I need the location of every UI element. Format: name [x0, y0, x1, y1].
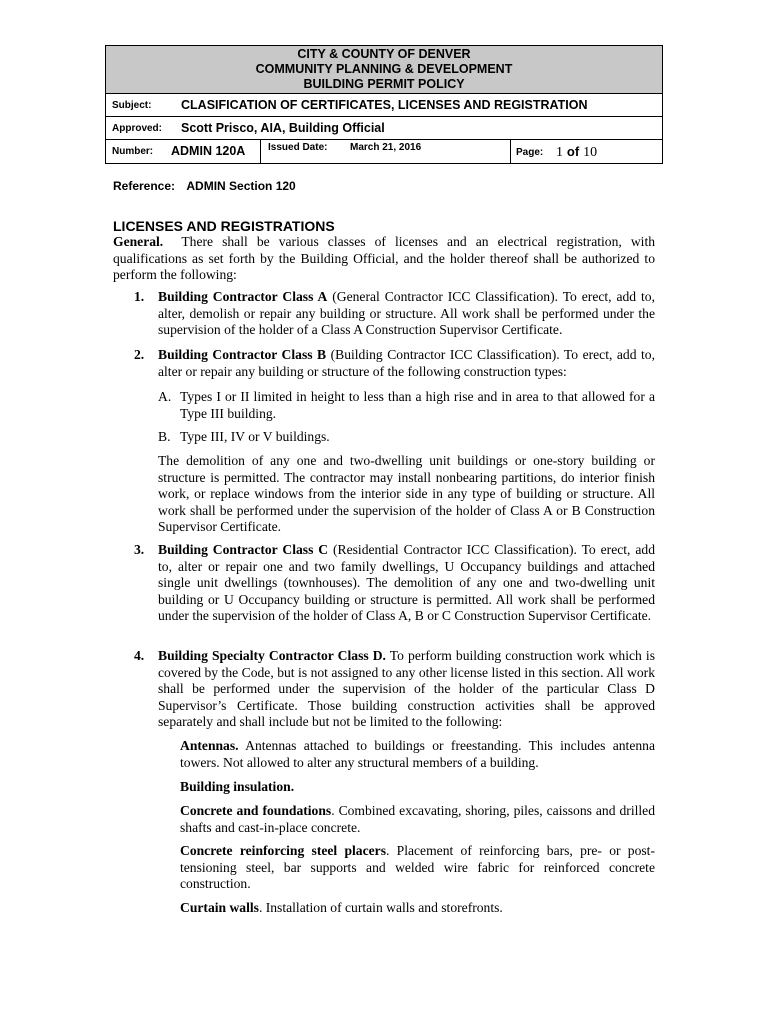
section-title: LICENSES AND REGISTRATIONS	[113, 218, 335, 234]
specialty-building-insulation	[180, 779, 655, 796]
item-1-paragraph	[158, 289, 655, 339]
number-value: ADMIN 120A	[171, 144, 246, 158]
issued-date-label: Issued Date:	[268, 142, 328, 153]
page-indicator	[556, 143, 597, 161]
item-number: 1.	[134, 289, 145, 304]
sub-letter-b: B.	[158, 429, 171, 444]
item-text: (General Contractor ICC Classification). To erect, add to, alter, demolish or repair any building or structure. All work shall be performed under the supervision of the holder of a Class A Construction Supervisor Certificate.	[158, 289, 655, 337]
specialty-title: Antennas.	[180, 738, 239, 753]
cell-divider	[260, 140, 261, 163]
specialty-reinforcing-steel	[180, 843, 655, 893]
specialty-curtain-walls	[180, 900, 655, 917]
specialty-antennas	[180, 738, 655, 771]
number-row	[106, 140, 662, 163]
subject-label: Subject:	[112, 100, 152, 111]
reference-value: ADMIN Section 120	[186, 179, 296, 193]
header-banner	[106, 46, 662, 94]
item-number: 4.	[134, 648, 145, 663]
item-4-paragraph	[158, 648, 655, 731]
approved-row	[106, 117, 662, 140]
policy-header-table	[105, 45, 663, 164]
page-current: 1	[556, 145, 563, 160]
item-title: Building Contractor Class C	[158, 542, 329, 557]
specialty-title: Concrete and foundations	[180, 803, 332, 818]
item-text: To perform building construction work which is covered by the Code, but is not assigned to any other license listed in this section. All work shall be performed under the supervision of the holder of the particular Class D Supervisor’s Certificate. Those building construction activities shall be approved separately and shall include but not be limited to the following:	[158, 648, 655, 729]
item-title: Building Contractor Class A	[158, 289, 328, 304]
item-title: Building Specialty Contractor Class D.	[158, 648, 386, 663]
approved-label: Approved:	[112, 123, 162, 134]
specialty-title: Concrete reinforcing steel placers	[180, 843, 386, 858]
item-2-note: The demolition of any one and two-dwelling unit buildings or one-story building or structure is permitted. The contractor may install nonbearing partitions, do interior finish work, or replace windows from the interior side in any type of building or structure. All work shall be performed under the supervision of the holder of Class A or B Construction Supervisor Certificate.	[158, 453, 655, 534]
general-paragraph	[113, 234, 655, 284]
item-number: 3.	[134, 542, 145, 557]
item-text: (Building Contractor ICC Classification). To erect, add to, alter or repair any building or structure of the following construction types:	[158, 347, 655, 379]
specialty-text: . Placement of reinforcing bars, pre- or post-tensioning steel, bar supports and welded wire fabric for reinforced concrete construction.	[180, 843, 655, 891]
specialty-concrete-foundations	[180, 803, 655, 836]
item-text: (Residential Contractor ICC Classification). To erect, add to, alter or repair one and two family dwellings, U Occupancy buildings and attached single unit dwellings (townhouses). The demolition of any one and two-dwelling unit building or U Occupancy building or structure is permitted. All work shall be performed under the supervision of the holder of Class A, B or C Construction Supervisor Certificate.	[158, 542, 655, 623]
subject-value: CLASIFICATION OF CERTIFICATES, LICENSES AND REGISTRATION	[181, 98, 588, 112]
number-label: Number:	[112, 146, 154, 157]
item-number: 2.	[134, 347, 145, 362]
header-line-1: CITY & COUNTY OF DENVER	[297, 47, 471, 61]
sub-letter-a: A.	[158, 389, 172, 404]
general-text: There shall be various classes of licenses and an electrical registration, with qualifications as set forth by the Building Official, and the holder thereof shall be authorized to perform the following:	[113, 234, 656, 282]
general-lead: General.	[113, 234, 164, 249]
item-3-paragraph	[158, 542, 655, 625]
specialty-text: . Installation of curtain walls and storefronts.	[258, 900, 503, 915]
specialty-text: Antennas attached to buildings or freestanding. This includes antenna towers. Not allowed to alter any structural members of a building.	[180, 738, 655, 770]
reference-line	[113, 179, 296, 193]
page-total: 10	[583, 145, 598, 160]
item-2-paragraph	[158, 347, 655, 380]
specialty-title: Building insulation.	[180, 779, 295, 794]
sub-item-a: Types I or II limited in height to less than a high rise and in area to that allowed for a Type III building.	[180, 389, 655, 421]
approved-value: Scott Prisco, AIA, Building Official	[181, 121, 385, 135]
subject-row	[106, 94, 662, 117]
header-line-2: COMMUNITY PLANNING & DEVELOPMENT	[255, 62, 513, 76]
cell-divider	[510, 140, 511, 163]
page-label: Page:	[516, 147, 544, 158]
reference-label: Reference:	[113, 179, 176, 193]
specialty-text: . Combined excavating, shoring, piles, caissons and drilled shafts and cast-in-place concrete.	[180, 803, 655, 835]
item-title: Building Contractor Class B	[158, 347, 327, 362]
sub-item-b: Type III, IV or V buildings.	[180, 429, 330, 444]
header-line-3: BUILDING PERMIT POLICY	[303, 77, 465, 91]
issued-date-value: March 21, 2016	[350, 142, 422, 153]
specialty-title: Curtain walls	[180, 900, 259, 915]
page-of: of	[566, 144, 580, 159]
